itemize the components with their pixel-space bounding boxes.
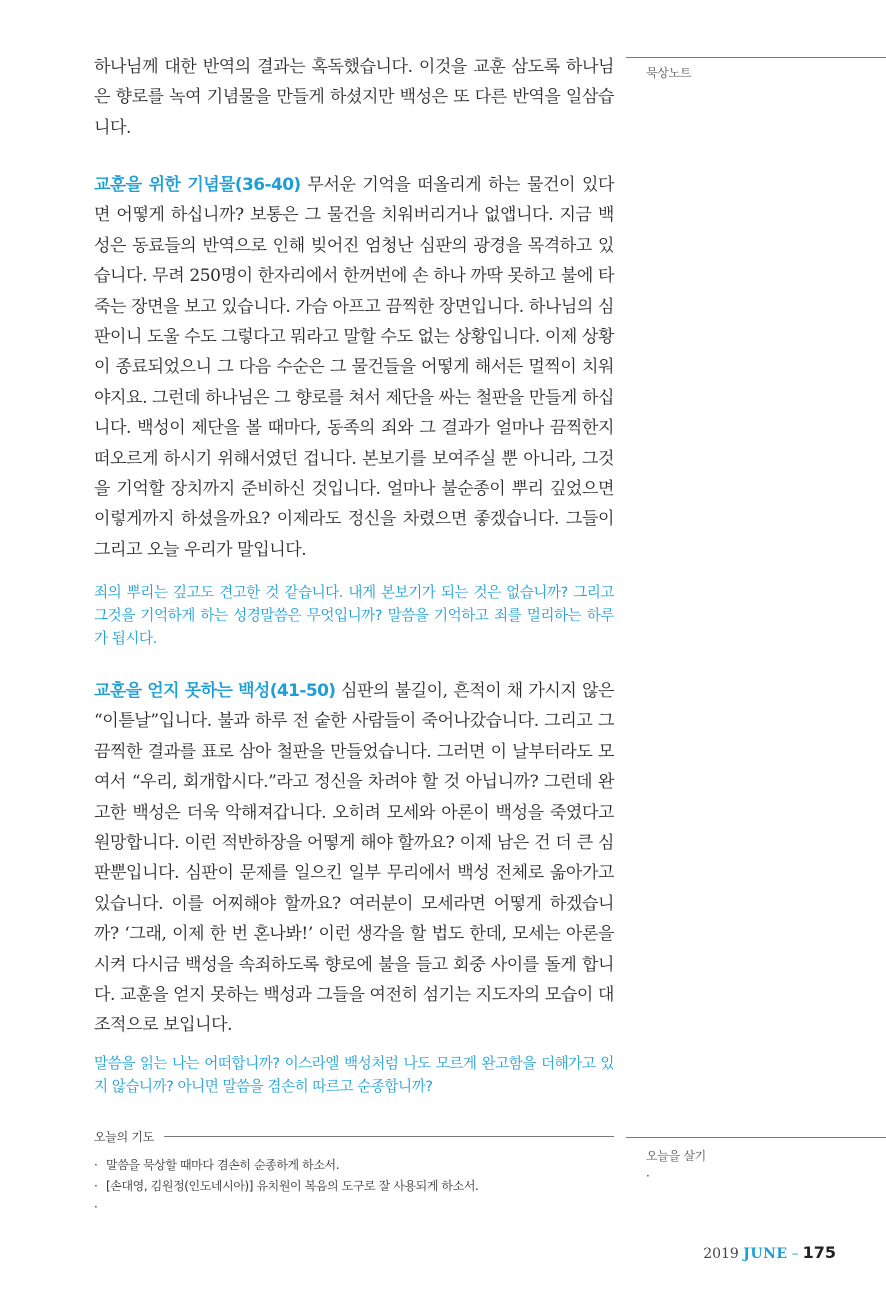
prayer-item-text: [손대영, 김원정(인도네시아)] 유치원이 복음의 도구로 잘 사용되게 하소서. — [106, 1179, 479, 1193]
bullet-icon: · — [94, 1200, 98, 1214]
page-footer — [703, 1243, 836, 1262]
prayer-item — [94, 1155, 614, 1176]
prayer-item-text: 말씀을 묵상할 때마다 겸손히 순종하게 하소서. — [106, 1158, 340, 1172]
section-unlearned-heading: 교훈을 얻지 못하는 백성(41-50) — [94, 681, 336, 701]
section-unlearned-paragraph — [94, 676, 614, 1041]
bullet-icon: · — [94, 1158, 98, 1172]
bullet-icon: · — [94, 1179, 98, 1193]
section-memorial-note: 죄의 뿌리는 깊고도 견고한 것 같습니다. 내게 본보기가 되는 것은 없습니까? 그리고 그것을 기억하게 하는 성경말씀은 무엇입니까? 말씀을 기억하고 죄를 멀리하는 하루가 됩시다. — [94, 584, 614, 647]
section-memorial-text: 무서운 기억을 떠올리게 하는 물건이 있다면 어떻게 하십니까? 보통은 그 물건을 치워버리거나 없앱니다. 지금 백성은 동료들의 반역으로 인해 빚어진 엄청난 심판의 광경을 목격하고 있습니다. 무려 250명이 한자리에서 한꺼번에 손 하나 까딱 못하고 불에 타 죽는 장면을 보고 있습니다. 가슴 아프고 끔찍한 장면입니다. 하나님의 심판이니 도울 수도 그렇다고 뭐라고 말할 수도 없는 상황입니다. 이제 상황이 종료되었으니 그 다음 수순은 그 물건들을 어떻게 해서든 멀찍이 치워야지요. 그런데 하나님은 그 향로를 쳐서 제단을 싸는 철판을 만들게 하십니다. 백성이 제단을 볼 때마다, 동족의 죄와 그 결과가 얼마나 끔찍한지 떠오르게 하시기 위해서였던 겁니다. 본보기를 보여주실 뿐 아니라, 그것을 기억할 장치까지 준비하신 것입니다. 얼마나 불순종이 뿌리 깊었으면 이렇게까지 하셨을까요? 이제라도 정신을 차렸으면 좋겠습니다. 그들이 그리고 오늘 우리가 말입니다. — [94, 175, 614, 560]
meditation-note-rule — [626, 57, 886, 58]
prayer-divider — [164, 1136, 614, 1137]
prayer-section — [94, 1128, 614, 1218]
prayer-item — [94, 1197, 614, 1218]
prayer-title: 오늘의 기도 — [94, 1130, 154, 1144]
intro-paragraph: 하나님께 대한 반역의 결과는 혹독했습니다. 이것을 교훈 삼도록 하나님은 향로를 녹여 기념물을 만들게 하셨지만 백성은 또 다른 반역을 일삼습니다. — [94, 57, 614, 138]
page-number: 175 — [802, 1243, 836, 1262]
section-unlearned-text: 심판의 불길이, 흔적이 채 가시지 않은 “이튿날”입니다. 불과 하루 전 숱한 사람들이 죽어나갔습니다. 그리고 그 끔찍한 결과를 표로 삼아 철판을 만들었습니다. 그러면 이 날부터라도 모여서 “우리, 회개합시다.”라고 정신을 차려야 할 것 아닙니까? 그런데 완고한 백성은 더욱 악해져갑니다. 오히려 모세와 아론이 백성을 죽였다고 원망합니다. 이런 적반하장을 어떻게 해야 할까요? 이제 남은 건 더 큰 심판뿐입니다. 심판이 문제를 일으킨 일부 무리에서 백성 전체로 옮아가고 있습니다. 이를 어찌해야 할까요? 여러분이 모세라면 어떻게 하겠습니까? ‘그래, 이제 한 번 혼나봐!’ 이런 생각을 할 법도 한데, 모세는 아론을 시켜 다시금 백성을 속죄하도록 향로에 불을 들고 회중 사이를 돌게 합니다. 교훈을 얻지 못하는 백성과 그들을 여전히 섬기는 지도자의 모습이 대조적으로 보입니다. — [94, 681, 614, 1036]
footer-month: JUNE — [743, 1246, 788, 1262]
living-today-label: 오늘을 살기 — [646, 1149, 706, 1163]
prayer-item — [94, 1176, 614, 1197]
living-today-bullet: · — [646, 1169, 650, 1183]
section-unlearned-note: 말씀을 읽는 나는 어떠합니까? 이스라엘 백성처럼 나도 모르게 완고함을 더해가고 있지 않습니까? 아니면 말씀을 겸손히 따르고 순종합니까? — [94, 1055, 614, 1095]
prayer-header — [94, 1128, 614, 1145]
section-memorial-heading: 교훈을 위한 기념물(36-40) — [94, 175, 301, 195]
section-memorial-paragraph — [94, 170, 614, 565]
footer-year: 2019 — [703, 1246, 739, 1262]
prayer-list — [94, 1155, 614, 1218]
living-today-rule — [626, 1137, 886, 1138]
footer-separator: – — [791, 1246, 799, 1262]
meditation-note-label: 묵상노트 — [646, 66, 692, 80]
